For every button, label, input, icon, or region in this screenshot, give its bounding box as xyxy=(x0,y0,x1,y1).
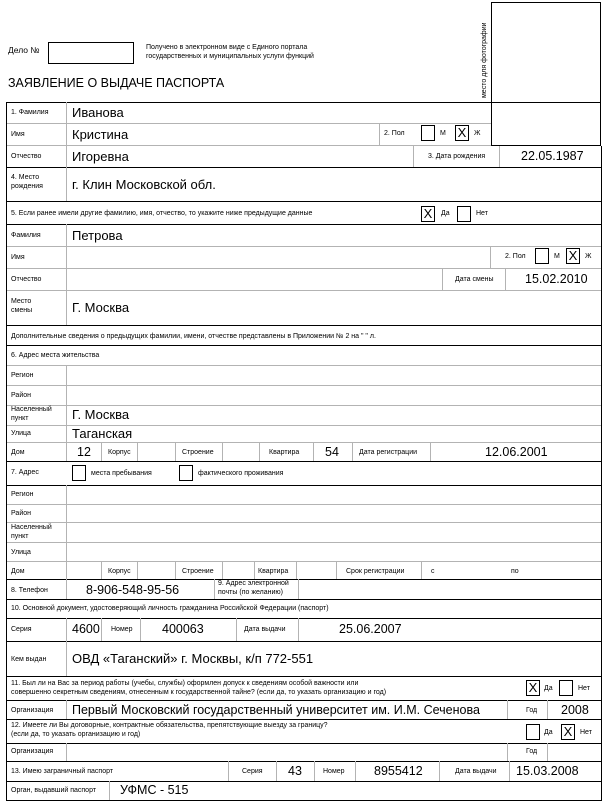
cell-divider xyxy=(547,743,548,761)
s11-year-label: Год xyxy=(526,707,538,714)
cell-divider xyxy=(228,761,229,781)
s7-actual-checkbox[interactable] xyxy=(179,465,193,481)
s6-reg-date-value[interactable]: 12.06.2001 xyxy=(485,445,548,459)
s7-actual-label: фактического проживания xyxy=(198,470,284,477)
s7-label: 7. Адрес xyxy=(11,469,39,476)
cell-divider xyxy=(505,268,506,290)
cell-divider xyxy=(140,618,141,641)
cell-divider xyxy=(66,700,67,719)
surname-value[interactable]: Иванова xyxy=(72,105,124,120)
patronymic-label: Отчество xyxy=(11,153,42,160)
s13-org-label: Орган, выдавший паспорт xyxy=(11,787,97,794)
gender-m-label: М xyxy=(440,130,446,137)
s6-stroenie-label: Строение xyxy=(182,449,214,456)
row-line xyxy=(6,268,601,269)
s7-locality-label-1: Населенный xyxy=(11,524,52,531)
label-column-line xyxy=(66,485,67,579)
s7-term-from: с xyxy=(431,568,435,575)
row-line xyxy=(6,761,601,762)
passport-series-value[interactable]: 4600 xyxy=(72,622,100,636)
cell-divider xyxy=(490,246,491,268)
cell-divider xyxy=(507,700,508,719)
passport-issue-value[interactable]: 25.06.2007 xyxy=(339,622,402,636)
s13-series-label: Серия xyxy=(242,768,263,775)
row-line xyxy=(6,618,601,619)
s12-org-label: Организация xyxy=(11,748,54,755)
prev-extra-note: Дополнительные сведения о предыдущих фамилии, имени, отчестве представлены в Приложении № 2 на " " л. xyxy=(11,333,376,340)
s6-house-label: Дом xyxy=(11,449,25,456)
s11-question-line1: 11. Был ли на Вас за период работы (учебы, службы) оформлен допуск к сведениям особой важности или xyxy=(11,680,359,687)
form-right-border xyxy=(601,146,602,801)
row-line xyxy=(6,405,601,406)
row-line xyxy=(6,290,601,291)
form-top-border xyxy=(6,102,601,103)
cell-divider xyxy=(66,579,67,599)
cell-divider xyxy=(313,442,314,461)
s12-no-checkbox[interactable]: X xyxy=(561,724,575,740)
phone-value[interactable]: 8-906-548-95-56 xyxy=(86,583,180,597)
s6-flat-label: Квартира xyxy=(269,449,300,456)
s5-no-checkbox[interactable] xyxy=(457,206,471,222)
s12-yes-label: Да xyxy=(544,729,553,736)
birthdate-value[interactable]: 22.05.1987 xyxy=(521,149,584,163)
row-line xyxy=(6,504,601,505)
passport-series-label: Серия xyxy=(11,626,32,633)
cell-divider xyxy=(175,561,176,579)
birthplace-value[interactable]: г. Клин Московской обл. xyxy=(72,177,216,192)
s13-series-value[interactable]: 43 xyxy=(288,764,302,778)
s6-flat-value[interactable]: 54 xyxy=(325,445,339,459)
s7-flat-label: Квартира xyxy=(258,568,289,575)
cell-divider xyxy=(413,145,414,167)
gender-f-checkbox[interactable]: X xyxy=(455,125,469,141)
birthdate-label: 3. Дата рождения xyxy=(428,153,486,160)
s10-label: 10. Основной документ, удостоверяющий личность гражданина Российской Федерации (паспорт) xyxy=(11,605,329,612)
cell-divider xyxy=(442,268,443,290)
row-line xyxy=(6,599,601,600)
label-column-line xyxy=(66,618,67,676)
cell-divider xyxy=(314,761,315,781)
cell-divider xyxy=(499,146,500,167)
s11-question-line2: совершенно секретным сведениям, отнесенным к государственной тайне? (если да, то указать организацию и год) xyxy=(11,689,387,696)
s11-no-checkbox[interactable] xyxy=(559,680,573,696)
patronymic-value[interactable]: Игоревна xyxy=(72,149,129,164)
s7-district-label: Район xyxy=(11,510,31,517)
cell-divider xyxy=(222,561,223,579)
cell-divider xyxy=(439,761,440,781)
s11-yes-checkbox[interactable]: X xyxy=(526,680,540,696)
s12-year-label: Год xyxy=(526,748,538,755)
prev-gender-label: 2. Пол xyxy=(505,253,526,260)
row-line xyxy=(6,542,601,543)
row-line xyxy=(6,676,601,677)
s7-locality-label-2: пункт xyxy=(11,533,29,540)
s12-yes-checkbox[interactable] xyxy=(526,724,540,740)
issuer-value[interactable]: ОВД «Таганский» г. Москвы, к/п 772-551 xyxy=(72,651,314,666)
row-line xyxy=(6,442,601,443)
s12-no-label: Нет xyxy=(580,729,592,736)
prev-gender-f-label: Ж xyxy=(585,253,592,260)
cell-divider xyxy=(509,761,510,781)
issuer-label: Кем выдан xyxy=(11,656,47,663)
cell-divider xyxy=(507,743,508,761)
cell-divider xyxy=(430,442,431,461)
s5-no-label: Нет xyxy=(476,210,488,217)
s7-stay-label: места пребывания xyxy=(91,470,152,477)
birthplace-label-1: 4. Место xyxy=(11,174,40,181)
s6-street-label: Улица xyxy=(11,430,31,437)
label-column-line xyxy=(66,224,67,325)
form-bottom-border xyxy=(6,800,601,801)
s7-house-label: Дом xyxy=(11,568,25,575)
row-line xyxy=(6,345,601,346)
cell-divider xyxy=(101,442,102,461)
cell-divider xyxy=(276,761,277,781)
row-line xyxy=(6,246,601,247)
cell-divider xyxy=(298,618,299,641)
s11-org-label: Организация xyxy=(11,707,54,714)
s6-house-value[interactable]: 12 xyxy=(77,445,91,459)
label-column-line xyxy=(66,365,67,461)
cell-divider xyxy=(214,579,215,599)
cell-divider xyxy=(109,781,110,800)
change-date-label: Дата смены xyxy=(455,276,494,283)
row-line xyxy=(6,385,601,386)
received-note-line2: государственных и муниципальных услуги функций xyxy=(146,53,314,60)
name-label: Имя xyxy=(11,131,25,138)
gender-label: 2. Пол xyxy=(384,130,405,137)
prev-place-label-1: Место xyxy=(11,298,32,305)
row-line xyxy=(6,123,491,124)
cell-divider xyxy=(137,442,138,461)
prev-place-label-2: смены xyxy=(11,307,33,314)
case-no-field[interactable] xyxy=(48,42,134,64)
surname-label: 1. Фамилия xyxy=(11,109,49,116)
row-line xyxy=(6,365,601,366)
s11-year-value[interactable]: 2008 xyxy=(561,703,589,717)
s13-number-value[interactable]: 8955412 xyxy=(374,764,423,778)
s7-region-label: Регион xyxy=(11,491,34,498)
row-line xyxy=(6,224,601,225)
cell-divider xyxy=(547,700,548,719)
s6-region-label: Регион xyxy=(11,372,34,379)
row-line xyxy=(6,561,601,562)
prev-place-value[interactable]: Г. Москва xyxy=(72,300,130,315)
s13-org-value[interactable]: УФМС - 515 xyxy=(120,783,189,797)
s6-label: 6. Адрес места жительства xyxy=(11,352,100,359)
s6-locality-value[interactable]: Г. Москва xyxy=(72,407,130,422)
name-value[interactable]: Кристина xyxy=(72,127,129,142)
s11-no-label: Нет xyxy=(578,685,590,692)
cell-divider xyxy=(254,561,255,579)
cell-divider xyxy=(355,761,356,781)
s6-locality-label-2: пункт xyxy=(11,415,29,422)
s12-question-line1: 12. Имеете ли Вы договорные, контрактные обязательства, препятствующие выезду за границу? xyxy=(11,722,328,729)
prev-surname-value[interactable]: Петрова xyxy=(72,228,123,243)
cell-divider xyxy=(236,618,237,641)
s6-reg-date-label: Дата регистрации xyxy=(359,449,418,456)
s11-yes-label: Да xyxy=(544,685,553,692)
s7-stroenie-label: Строение xyxy=(182,568,214,575)
row-line xyxy=(6,325,601,326)
email-label-2: почты (по желанию) xyxy=(218,589,283,596)
passport-number-value[interactable]: 400063 xyxy=(162,622,204,636)
form-title: ЗАЯВЛЕНИЕ О ВЫДАЧЕ ПАСПОРТА xyxy=(8,76,225,90)
cell-divider xyxy=(352,442,353,461)
gender-m-checkbox[interactable] xyxy=(421,125,435,141)
cell-divider xyxy=(259,442,260,461)
s13-issue-label: Дата выдачи xyxy=(455,768,497,775)
prev-gender-m-label: М xyxy=(554,253,560,260)
phone-label: 8. Телефон xyxy=(11,587,48,594)
s13-issue-value[interactable]: 15.03.2008 xyxy=(516,764,579,778)
photo-label: место для фотографии xyxy=(481,22,488,98)
prev-gender-f-checkbox[interactable]: X xyxy=(566,248,580,264)
s11-org-value[interactable]: Первый Московский государственный университет им. И.М. Сеченова xyxy=(72,703,480,717)
row-line xyxy=(6,641,601,642)
s5-yes-checkbox[interactable]: X xyxy=(421,206,435,222)
received-note-line1: Получено в электронном виде с Единого портала xyxy=(146,44,308,51)
cell-divider xyxy=(137,561,138,579)
prev-patronymic-label: Отчество xyxy=(11,276,42,283)
s6-korpus-label: Корпус xyxy=(108,449,131,456)
passport-issue-label: Дата выдачи xyxy=(244,626,286,633)
row-line xyxy=(6,700,601,701)
change-date-value[interactable]: 15.02.2010 xyxy=(525,272,588,286)
s12-question-line2: (если да, то указать организацию и год) xyxy=(11,731,141,738)
row-line xyxy=(6,579,601,580)
row-line xyxy=(6,719,601,720)
cell-divider xyxy=(66,743,67,761)
row-line xyxy=(6,461,601,462)
cell-divider xyxy=(222,442,223,461)
row-line xyxy=(6,167,601,168)
s7-street-label: Улица xyxy=(11,549,31,556)
row-line xyxy=(6,781,601,782)
row-line xyxy=(6,485,601,486)
gender-f-label: Ж xyxy=(474,130,481,137)
s13-label: 13. Имею заграничный паспорт xyxy=(11,768,114,775)
cell-divider xyxy=(101,618,102,641)
s6-district-label: Район xyxy=(11,392,31,399)
passport-number-label: Номер xyxy=(111,626,133,633)
email-label-1: 9. Адрес электронной xyxy=(218,580,289,587)
s6-locality-label-1: Населенный xyxy=(11,406,52,413)
cell-divider xyxy=(421,561,422,579)
cell-divider xyxy=(296,561,297,579)
row-line xyxy=(6,201,601,202)
s5-yes-label: Да xyxy=(441,210,450,217)
cell-divider xyxy=(298,579,299,599)
prev-surname-label: Фамилия xyxy=(11,232,41,239)
cell-divider xyxy=(175,442,176,461)
label-column-line xyxy=(66,102,67,201)
photo-box[interactable] xyxy=(491,2,601,146)
s13-number-label: Номер xyxy=(323,768,345,775)
cell-divider xyxy=(101,561,102,579)
s7-korpus-label: Корпус xyxy=(108,568,131,575)
s6-street-value[interactable]: Таганская xyxy=(72,426,133,441)
prev-gender-m-checkbox[interactable] xyxy=(535,248,549,264)
s7-stay-checkbox[interactable] xyxy=(72,465,86,481)
prev-name-label: Имя xyxy=(11,254,25,261)
s7-term-label: Срок регистрации xyxy=(346,568,405,575)
cell-divider xyxy=(379,123,380,145)
cell-divider xyxy=(336,561,337,579)
row-line xyxy=(6,145,491,146)
row-line xyxy=(6,522,601,523)
birthplace-label-2: рождения xyxy=(11,183,43,190)
form-left-border xyxy=(6,102,7,801)
s7-term-to: по xyxy=(511,568,519,575)
s5-question: 5. Если ранее имели другие фамилию, имя, отчество, то укажите ниже предыдущие данные xyxy=(11,210,313,217)
case-no-label: Дело № xyxy=(8,45,40,55)
row-line xyxy=(6,743,601,744)
